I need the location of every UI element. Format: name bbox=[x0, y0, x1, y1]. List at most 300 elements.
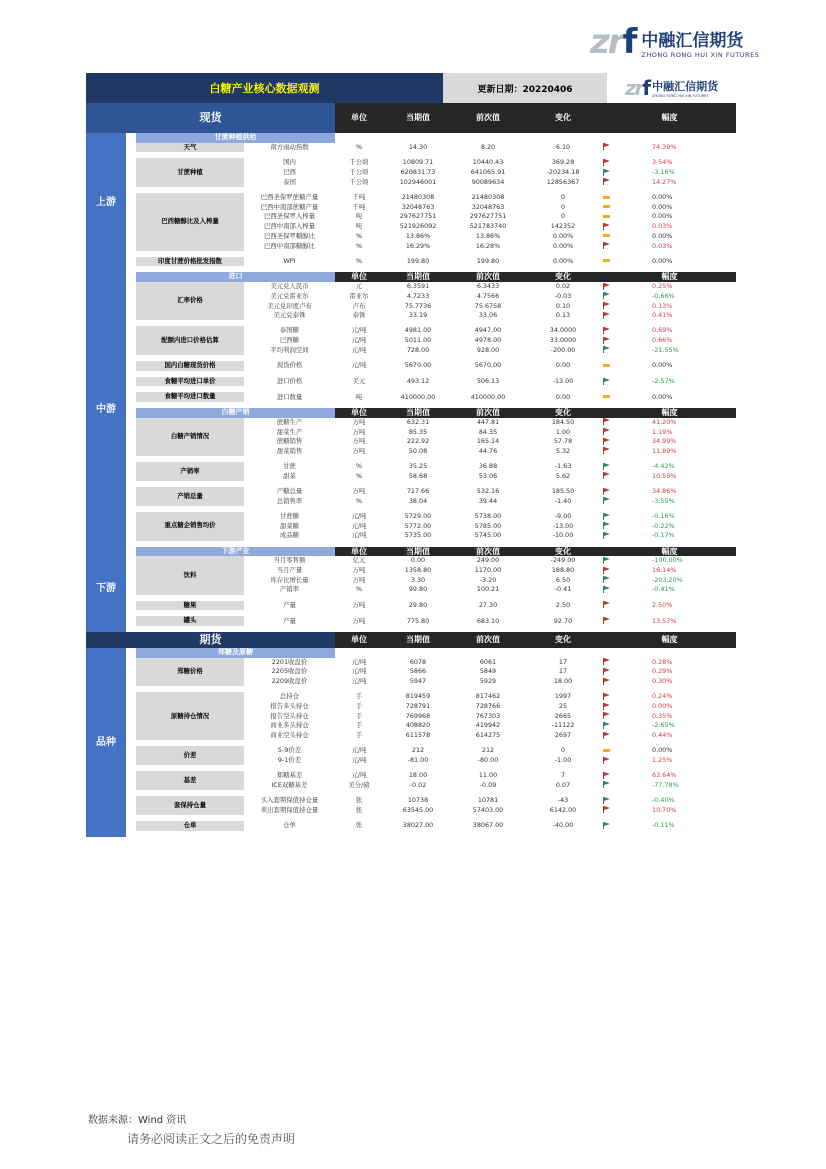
previous-value: 817462 bbox=[475, 692, 501, 701]
sub-range-header: 幅度 bbox=[603, 547, 736, 557]
unit-value: 元/吨 bbox=[351, 746, 367, 755]
unit-value: 张 bbox=[355, 805, 363, 814]
indicator-name: 甜菜 bbox=[283, 471, 296, 480]
previous-value: 6.3433 bbox=[476, 282, 500, 291]
indicator-name: 巴西圣保罗糖醇比 bbox=[263, 231, 316, 240]
indicator-name: 2205收盘价 bbox=[271, 667, 308, 676]
red-flag-icon bbox=[603, 418, 612, 425]
spacer-cell bbox=[126, 566, 136, 576]
indicator-name: 报告多头持仓 bbox=[270, 702, 309, 711]
spacer-cell bbox=[126, 472, 136, 482]
previous-value: 10440.43 bbox=[472, 158, 504, 167]
previous-value: -3.20 bbox=[479, 575, 497, 584]
previous-value: 212 bbox=[481, 746, 495, 755]
subsection-row bbox=[86, 408, 736, 418]
red-flag-icon bbox=[603, 757, 612, 764]
change-value: -20234.18 bbox=[546, 168, 580, 177]
unit-value: 元/吨 bbox=[351, 531, 367, 540]
range-value bbox=[603, 143, 736, 153]
current-value: 297627751 bbox=[399, 212, 437, 221]
row-group-label: 饮料 bbox=[136, 556, 244, 595]
range-text: 41.20% bbox=[652, 417, 677, 426]
range-value bbox=[603, 462, 736, 472]
range-value bbox=[603, 292, 736, 302]
row-group-label: 糖果 bbox=[136, 601, 244, 611]
indicator-name: 总持仓 bbox=[279, 692, 300, 701]
range-value bbox=[603, 311, 736, 321]
spacer-cell bbox=[126, 821, 136, 831]
range-value bbox=[603, 447, 736, 457]
spacer-cell bbox=[126, 756, 136, 766]
title-logo-en: ZHONG RONG HUI XIN FUTURES bbox=[652, 94, 709, 98]
previous-value: 57403.00 bbox=[472, 805, 504, 814]
unit-value: 泰铢 bbox=[352, 311, 366, 320]
table-row bbox=[86, 326, 736, 336]
indicator-name: WPI bbox=[283, 256, 296, 265]
indicator-name: 5-9价差 bbox=[277, 746, 302, 755]
spacer-cell bbox=[126, 222, 136, 232]
green-flag-icon bbox=[603, 576, 612, 583]
range-value bbox=[603, 418, 736, 428]
change-value: -1.40 bbox=[554, 496, 572, 505]
red-flag-icon bbox=[603, 447, 612, 454]
range-text: 0.28% bbox=[652, 657, 673, 666]
unit-value: 万吨 bbox=[352, 427, 366, 436]
subsection-row bbox=[86, 648, 736, 658]
range-text: -0.16% bbox=[652, 512, 675, 520]
subsection-title: 郑糖及原糖 bbox=[136, 648, 335, 658]
indicator-name: 2201收盘价 bbox=[271, 657, 308, 666]
change-value: 0.00 bbox=[555, 361, 571, 370]
range-text: 0.44% bbox=[652, 731, 673, 740]
unit-value: 元/吨 bbox=[351, 345, 367, 354]
section-上游: 上游 bbox=[86, 133, 126, 272]
current-value: 4.7233 bbox=[406, 291, 430, 300]
change-value: 0 bbox=[560, 212, 566, 221]
range-text: 0.03% bbox=[652, 222, 673, 231]
current-value: 1358.80 bbox=[404, 566, 432, 575]
indicator-name: 卖出套期保值持仓量 bbox=[260, 805, 319, 814]
range-value bbox=[603, 428, 736, 438]
current-value: 50.08 bbox=[408, 446, 428, 455]
title-logo-cn: 中融汇信期货 bbox=[652, 80, 719, 93]
change-value: 0.13 bbox=[555, 311, 571, 320]
red-flag-icon bbox=[603, 472, 612, 479]
change-value: 12856367 bbox=[546, 177, 580, 186]
range-text: 34.99% bbox=[652, 437, 677, 446]
previous-value: 641065.91 bbox=[470, 168, 506, 177]
yellow-flag-icon bbox=[603, 257, 612, 264]
change-value: 34.0000 bbox=[549, 326, 577, 335]
yellow-flag-icon bbox=[603, 362, 612, 369]
indicator-name: 巴西中南部糖醇比 bbox=[263, 241, 316, 250]
sub-unit-header: 单位 bbox=[335, 408, 383, 418]
indicator-name: 进口数量 bbox=[276, 392, 303, 401]
indicator-name: 巴西中南部蔗糖产量 bbox=[260, 202, 319, 211]
red-flag-icon bbox=[603, 601, 612, 608]
range-text: 0.66% bbox=[652, 336, 673, 345]
change-value: -249.00 bbox=[550, 556, 576, 565]
range-value bbox=[603, 806, 736, 816]
spacer-cell bbox=[126, 447, 136, 457]
range-text: 0.00% bbox=[652, 256, 673, 265]
spacer-cell bbox=[126, 408, 136, 418]
range-value bbox=[603, 232, 736, 242]
sub-current-header: 当期值 bbox=[383, 408, 453, 418]
previous-value: 419942 bbox=[475, 721, 501, 730]
spacer-cell bbox=[126, 193, 136, 203]
previous-value: 199.80 bbox=[476, 256, 500, 265]
green-flag-icon bbox=[603, 292, 612, 299]
change-value: -1.00 bbox=[554, 756, 572, 765]
range-text: -2.65% bbox=[652, 721, 675, 730]
unit-value: 千公顷 bbox=[349, 168, 369, 177]
unit-value: % bbox=[355, 471, 363, 480]
change-value: -13.00 bbox=[552, 521, 574, 530]
unit-value: 千公顷 bbox=[349, 158, 369, 167]
previous-value: 297627751 bbox=[469, 212, 507, 221]
blank-fill bbox=[335, 133, 736, 143]
subsection-row bbox=[86, 547, 736, 557]
sub-current-header: 当期值 bbox=[383, 547, 453, 557]
previous-value: 90089634 bbox=[471, 177, 505, 186]
range-value bbox=[603, 531, 736, 541]
previous-value: 11.00 bbox=[478, 771, 498, 780]
indicator-name: 南方雨动指数 bbox=[270, 142, 309, 151]
previous-value: 614275 bbox=[475, 731, 501, 740]
range-text: -0.41% bbox=[652, 585, 675, 594]
row-group-label: 食糖平均进口单价 bbox=[136, 377, 244, 387]
spacer-cell bbox=[126, 203, 136, 213]
yellow-flag-icon bbox=[603, 232, 612, 239]
indicator-name: 甘蔗 bbox=[283, 462, 296, 471]
row-group-label: 基差 bbox=[136, 771, 244, 790]
range-value bbox=[603, 512, 736, 522]
previous-value: 1170.00 bbox=[474, 566, 502, 575]
spacer-cell bbox=[126, 831, 136, 837]
change-value: 185.50 bbox=[551, 487, 575, 496]
change-value: -10.00 bbox=[552, 531, 574, 540]
previous-value: 16.28% bbox=[475, 241, 501, 250]
range-text: 0.00% bbox=[652, 193, 673, 202]
unit-value: % bbox=[355, 256, 363, 265]
current-value: 4981.00 bbox=[404, 326, 432, 335]
change-value: 142352 bbox=[550, 222, 576, 231]
table-row bbox=[86, 282, 736, 292]
range-text: 0.41% bbox=[652, 311, 673, 320]
previous-value: 21480308 bbox=[471, 193, 505, 202]
indicator-name: 蔗糖生产 bbox=[276, 417, 303, 426]
red-flag-icon bbox=[603, 143, 612, 150]
update-date: 更新日期：20220406 bbox=[443, 73, 607, 103]
table-row bbox=[86, 796, 736, 806]
unit-value: 元/吨 bbox=[351, 771, 367, 780]
table-row bbox=[86, 462, 736, 472]
current-value: 6078 bbox=[409, 657, 427, 666]
table-row bbox=[86, 601, 736, 611]
spacer-cell bbox=[126, 178, 136, 188]
current-value: 85.35 bbox=[408, 427, 428, 436]
range-value bbox=[603, 677, 736, 687]
spacer-cell bbox=[126, 781, 136, 791]
previous-value: 36.88 bbox=[478, 462, 498, 471]
previous-value: 521783740 bbox=[469, 222, 507, 231]
change-value: 17 bbox=[558, 667, 568, 676]
range-text: 0.00% bbox=[652, 746, 673, 755]
unit-value: % bbox=[355, 241, 363, 250]
red-flag-icon bbox=[603, 668, 612, 675]
previous-value: 10781 bbox=[477, 796, 499, 805]
red-flag-icon bbox=[603, 703, 612, 710]
previous-value: 249.00 bbox=[476, 556, 500, 565]
range-text: -3.55% bbox=[652, 496, 675, 505]
red-flag-icon bbox=[603, 693, 612, 700]
spacer-cell bbox=[126, 346, 136, 356]
current-value: 408820 bbox=[405, 721, 431, 730]
range-value bbox=[603, 796, 736, 806]
range-text: -3.16% bbox=[652, 168, 675, 177]
previous-value: 100.21 bbox=[476, 585, 500, 594]
title-logo: zrf 中融汇信期货 ZHONG RONG HUI XIN FUTURES bbox=[607, 73, 736, 103]
row-group-label: 国内白糖现货价格 bbox=[136, 361, 244, 371]
unit-value: 万吨 bbox=[352, 487, 366, 496]
spacer-cell bbox=[126, 771, 136, 781]
change-value: 0.00% bbox=[552, 241, 574, 250]
range-value bbox=[603, 601, 736, 611]
range-value bbox=[603, 168, 736, 178]
row-group-label: 产销率 bbox=[136, 462, 244, 481]
change-value: 0.07 bbox=[555, 780, 571, 789]
indicator-name: 产销率 bbox=[279, 585, 300, 594]
row-group-label: 重点糖企销售均价 bbox=[136, 512, 244, 541]
range-text: -2.57% bbox=[652, 377, 675, 386]
current-value: 33.19 bbox=[408, 311, 428, 320]
indicator-name: 美元兑印度卢布 bbox=[267, 301, 312, 310]
current-value: 5772.00 bbox=[404, 521, 432, 530]
unit-value: 手 bbox=[355, 702, 363, 711]
red-flag-icon bbox=[603, 488, 612, 495]
current-value: 521926092 bbox=[399, 222, 437, 231]
current-value: 0.00 bbox=[410, 556, 426, 565]
previous-value: 5670.00 bbox=[474, 361, 502, 370]
range-value bbox=[603, 346, 736, 356]
change-value: 0.00% bbox=[552, 231, 574, 240]
range-text: -0.66% bbox=[652, 291, 675, 300]
spacer-cell bbox=[126, 242, 136, 252]
indicator-name: 产糖总量 bbox=[276, 487, 303, 496]
current-value: 10738 bbox=[407, 796, 429, 805]
change-value: 7 bbox=[560, 771, 566, 780]
green-flag-icon bbox=[603, 346, 612, 353]
unit-value: 美分/磅 bbox=[348, 780, 370, 789]
range-value bbox=[603, 203, 736, 213]
report-title: 白糖产业核心数据观测 bbox=[86, 73, 443, 103]
row-group-label: 原糖持仓情况 bbox=[136, 692, 244, 741]
previous-value: 506.13 bbox=[476, 377, 500, 386]
current-value: 493.12 bbox=[406, 377, 430, 386]
range-text: 1.25% bbox=[652, 756, 673, 765]
unit-value: 手 bbox=[355, 731, 363, 740]
table-row bbox=[86, 418, 736, 428]
spacer-cell bbox=[126, 531, 136, 541]
indicator-name: 仓单 bbox=[283, 821, 296, 830]
unit-value: 元/吨 bbox=[351, 521, 367, 530]
indicator-name: 进口价格 bbox=[276, 377, 303, 386]
change-value: 18.00 bbox=[553, 677, 573, 686]
range-value bbox=[603, 585, 736, 595]
spacer-cell bbox=[126, 487, 136, 497]
range-text: 0.30% bbox=[652, 677, 673, 686]
unit-value: % bbox=[355, 462, 363, 471]
indicator-name: 美元兑人民币 bbox=[270, 282, 309, 291]
indicator-name: 现货价格 bbox=[276, 361, 303, 370]
data-table bbox=[86, 103, 736, 837]
previous-value: 532.16 bbox=[476, 487, 500, 496]
range-value bbox=[603, 497, 736, 507]
indicator-name: 巴西圣保罗入榨量 bbox=[263, 212, 316, 221]
range-text: -0.17% bbox=[652, 531, 675, 540]
red-flag-icon bbox=[603, 337, 612, 344]
table-row bbox=[86, 257, 736, 267]
indicator-name: 产量 bbox=[283, 600, 296, 609]
row-group-label: 价差 bbox=[136, 746, 244, 765]
spacer-cell bbox=[126, 462, 136, 472]
current-value: 32048763 bbox=[401, 202, 435, 211]
red-flag-icon bbox=[603, 732, 612, 739]
range-value bbox=[603, 158, 736, 168]
futures-header-label: 期货 bbox=[86, 632, 335, 648]
range-value bbox=[603, 781, 736, 791]
spot-header-row bbox=[86, 103, 736, 133]
unit-value: 元/吨 bbox=[351, 361, 367, 370]
range-value bbox=[603, 702, 736, 712]
indicator-name: 当月产量 bbox=[276, 566, 303, 575]
current-value: 35.25 bbox=[408, 462, 428, 471]
change-value: -0.41 bbox=[554, 585, 572, 594]
unit-value: 雷亚尔 bbox=[349, 291, 369, 300]
spacer-cell bbox=[126, 428, 136, 438]
range-text: 0.35% bbox=[652, 711, 673, 720]
sub-previous-header: 前次值 bbox=[453, 272, 523, 282]
row-group-label: 白糖产销情况 bbox=[136, 418, 244, 457]
current-value: 5947 bbox=[409, 677, 427, 686]
unit-value: 万吨 bbox=[352, 437, 366, 446]
range-text: 10.59% bbox=[652, 471, 677, 480]
table-row bbox=[86, 158, 736, 168]
current-value: -0.02 bbox=[409, 780, 427, 789]
current-value: 14.30 bbox=[408, 142, 428, 151]
red-flag-icon bbox=[603, 312, 612, 319]
spacer-cell bbox=[126, 326, 136, 336]
range-text: 0.03% bbox=[652, 241, 673, 250]
spacer-cell bbox=[126, 556, 136, 566]
previous-value: 5849 bbox=[479, 667, 497, 676]
unit-value: 张 bbox=[355, 796, 363, 805]
row-group-label: 食糖平均进口数量 bbox=[136, 392, 244, 402]
current-header: 当期值 bbox=[383, 103, 453, 133]
range-value bbox=[603, 658, 736, 668]
indicator-name: 成品糖 bbox=[279, 531, 300, 540]
green-flag-icon bbox=[603, 378, 612, 385]
table-row bbox=[86, 193, 736, 203]
range-value bbox=[603, 302, 736, 312]
change-value: 0 bbox=[560, 746, 566, 755]
range-value bbox=[603, 282, 736, 292]
current-value: 222.92 bbox=[406, 437, 430, 446]
red-flag-icon bbox=[603, 283, 612, 290]
subsection-title: 白糖产销 bbox=[136, 408, 335, 418]
current-value: 21480308 bbox=[401, 193, 435, 202]
sub-range-header: 幅度 bbox=[603, 272, 736, 282]
subsection-title: 进口 bbox=[136, 272, 335, 282]
unit-header: 单位 bbox=[335, 103, 383, 133]
range-text: 11.89% bbox=[652, 446, 677, 455]
change-value: 0 bbox=[560, 193, 566, 202]
range-value bbox=[603, 821, 736, 831]
previous-value: 84.35 bbox=[478, 427, 498, 436]
range-value bbox=[603, 522, 736, 532]
previous-value: 75.6758 bbox=[474, 301, 502, 310]
spacer-cell bbox=[126, 576, 136, 586]
red-flag-icon bbox=[603, 678, 612, 685]
change-value: 0 bbox=[560, 202, 566, 211]
indicator-name: 商业多头持仓 bbox=[270, 721, 309, 730]
current-value: 102946001 bbox=[399, 177, 437, 186]
current-value: 3.30 bbox=[410, 575, 426, 584]
previous-value: 767303 bbox=[475, 711, 501, 720]
spacer-cell bbox=[126, 392, 136, 402]
sub-change-header: 变化 bbox=[523, 272, 603, 282]
range-text: 0.00% bbox=[652, 231, 673, 240]
range-text: 1.19% bbox=[652, 427, 673, 436]
change-value: -0.03 bbox=[554, 291, 572, 300]
range-value bbox=[603, 472, 736, 482]
range-value bbox=[603, 712, 736, 722]
change-header: 变化 bbox=[523, 103, 603, 133]
previous-value: 8.20 bbox=[480, 142, 496, 151]
indicator-name: 美元兑泰铢 bbox=[273, 311, 306, 320]
red-flag-icon bbox=[603, 617, 612, 624]
spacer-cell bbox=[126, 377, 136, 387]
sub-change-header: 变化 bbox=[523, 408, 603, 418]
unit-value: 卢布 bbox=[352, 301, 366, 310]
spacer-cell bbox=[126, 677, 136, 687]
range-value bbox=[603, 193, 736, 203]
spacer-cell bbox=[126, 212, 136, 222]
sub-unit-header: 单位 bbox=[335, 547, 383, 557]
change-value: 0.02 bbox=[555, 282, 571, 291]
current-value: 58.68 bbox=[408, 471, 428, 480]
red-flag-icon bbox=[603, 567, 612, 574]
blank-fill bbox=[335, 648, 736, 658]
current-value: 728791 bbox=[405, 702, 431, 711]
subsection-row bbox=[86, 133, 736, 143]
table-row bbox=[86, 487, 736, 497]
range-text: 34.86% bbox=[652, 487, 677, 496]
previous-header: 前次值 bbox=[453, 103, 523, 133]
table-row bbox=[86, 692, 736, 702]
green-flag-icon bbox=[603, 513, 612, 520]
unit-value: 吨 bbox=[355, 212, 363, 221]
indicator-name: 泰国 bbox=[283, 177, 296, 186]
current-value: 5670.00 bbox=[404, 361, 432, 370]
spacer-cell bbox=[126, 292, 136, 302]
spacer-cell bbox=[126, 361, 136, 371]
current-value: 38027.00 bbox=[402, 821, 434, 830]
change-value: 0.10 bbox=[555, 301, 571, 310]
unit-value: 元/吨 bbox=[351, 657, 367, 666]
spacer-cell bbox=[126, 336, 136, 346]
